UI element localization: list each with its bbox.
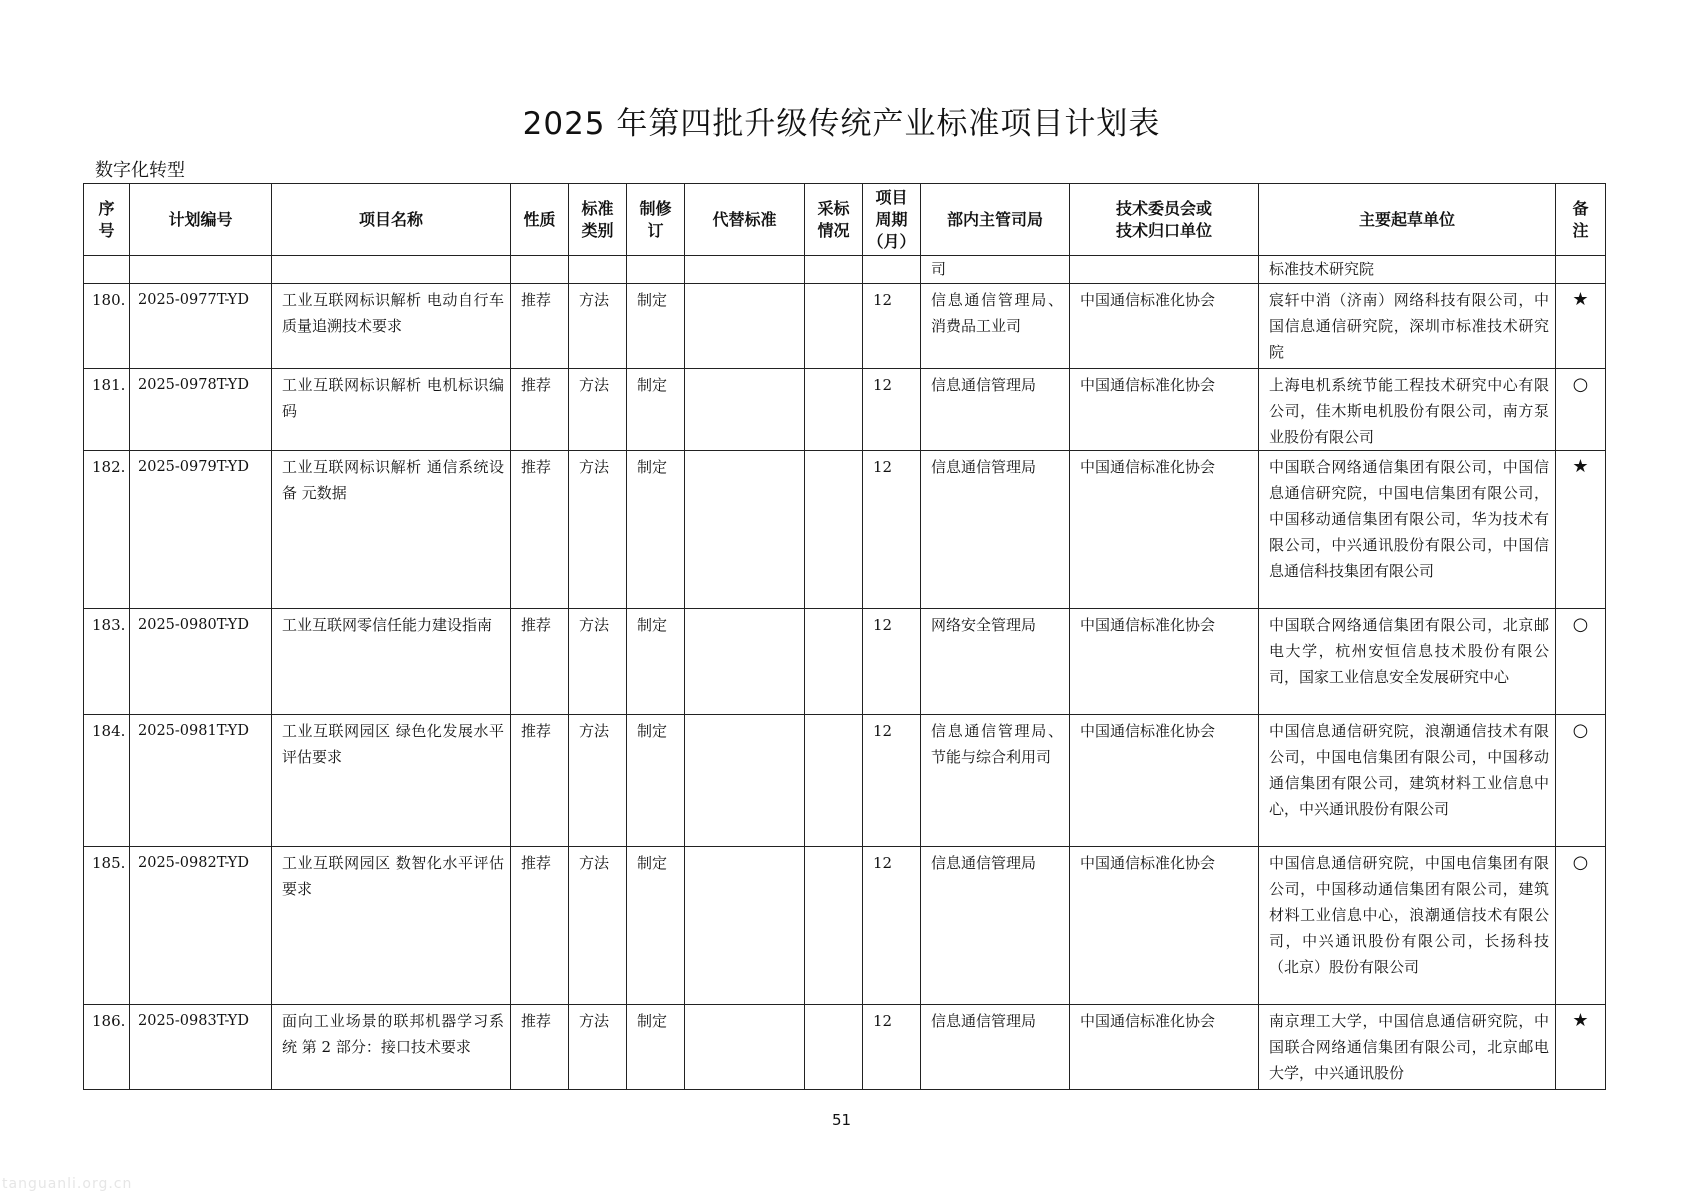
cell-type: 方法 [569, 1005, 627, 1090]
cell-nature: 推荐 [511, 284, 569, 369]
cell-replace [685, 609, 805, 715]
cell-dept: 信息通信管理局 [921, 847, 1070, 1005]
cell-code: 2025-0981T-YD [130, 715, 272, 847]
header-drafter: 主要起草单位 [1259, 184, 1556, 256]
cell-period: 12 [863, 451, 921, 609]
cell-seq: 182. [84, 451, 130, 609]
cell-committee: 中国通信标准化协会 [1070, 715, 1259, 847]
cell-drafter: 中国信息通信研究院，中国电信集团有限公司，中国移动通信集团有限公司，建筑材料工业信息中心，浪潮通信技术有限公司，中兴通讯股份有限公司，长扬科技（北京）股份有限公司 [1259, 847, 1556, 1005]
header-adopt: 采标 情况 [805, 184, 863, 256]
table-row [84, 1005, 1606, 1090]
cell-dept: 信息通信管理局、消费品工业司 [921, 284, 1070, 369]
cell-type: 方法 [569, 847, 627, 1005]
header-nature: 性质 [511, 184, 569, 256]
cell-revise: 制定 [627, 847, 685, 1005]
cell-seq: 181. [84, 369, 130, 451]
cell-note: ○ [1556, 369, 1606, 451]
cell-dept: 网络安全管理局 [921, 609, 1070, 715]
cell-adopt [805, 847, 863, 1005]
cell-name: 工业互联网零信任能力建设指南 [272, 609, 511, 715]
header-name: 项目名称 [272, 184, 511, 256]
cell-replace [685, 369, 805, 451]
cell-dept: 信息通信管理局、节能与综合利用司 [921, 715, 1070, 847]
table-row [84, 284, 1606, 369]
cell-name: 工业互联网园区 数智化水平评估要求 [272, 847, 511, 1005]
cell-drafter: 标准技术研究院 [1259, 256, 1556, 284]
header-dept: 部内主管司局 [921, 184, 1070, 256]
cell-revise: 制定 [627, 369, 685, 451]
header-period: 项目 周期 （月） [863, 184, 921, 256]
cell-committee: 中国通信标准化协会 [1070, 609, 1259, 715]
cell-dept: 信息通信管理局 [921, 369, 1070, 451]
cell-replace [685, 847, 805, 1005]
header-seq: 序 号 [84, 184, 130, 256]
header-note: 备 注 [1556, 184, 1606, 256]
cell-code: 2025-0983T-YD [130, 1005, 272, 1090]
cell-nature: 推荐 [511, 715, 569, 847]
cell-period: 12 [863, 609, 921, 715]
cell-code: 2025-0979T-YD [130, 451, 272, 609]
cell-seq: 180. [84, 284, 130, 369]
header-committee: 技术委员会或 技术归口单位 [1070, 184, 1259, 256]
header-revise: 制修 订 [627, 184, 685, 256]
cell-period: 12 [863, 284, 921, 369]
cell-period: 12 [863, 1005, 921, 1090]
cell-drafter: 中国信息通信研究院，浪潮通信技术有限公司，中国电信集团有限公司，中国移动通信集团有限公司，建筑材料工业信息中心，中兴通讯股份有限公司 [1259, 715, 1556, 847]
cell-revise: 制定 [627, 1005, 685, 1090]
cell-committee: 中国通信标准化协会 [1070, 847, 1259, 1005]
cell-note: ○ [1556, 609, 1606, 715]
cell-revise: 制定 [627, 715, 685, 847]
cell-revise: 制定 [627, 451, 685, 609]
page-title: 2025 年第四批升级传统产业标准项目计划表 [522, 106, 1161, 142]
table-row [84, 847, 1606, 1005]
cell-dept: 信息通信管理局 [921, 451, 1070, 609]
cell-replace [685, 715, 805, 847]
cell-period: 12 [863, 715, 921, 847]
plan-table [83, 183, 1606, 1090]
cell-code: 2025-0977T-YD [130, 284, 272, 369]
continuation-row [84, 256, 1606, 284]
cell-committee: 中国通信标准化协会 [1070, 451, 1259, 609]
cell-type: 方法 [569, 284, 627, 369]
cell-name: 工业互联网标识解析 电动自行车 质量追溯技术要求 [272, 284, 511, 369]
table-row [84, 369, 1606, 451]
cell-type: 方法 [569, 715, 627, 847]
header-std-type: 标准 类别 [569, 184, 627, 256]
cell-code: 2025-0980T-YD [130, 609, 272, 715]
cell-replace [685, 284, 805, 369]
cell-code: 2025-0982T-YD [130, 847, 272, 1005]
cell-note: ★ [1556, 1005, 1606, 1090]
cell-drafter: 上海电机系统节能工程技术研究中心有限公司，佳木斯电机股份有限公司，南方泵业股份有限公司 [1259, 369, 1556, 451]
header-replace: 代替标准 [685, 184, 805, 256]
cell-adopt [805, 715, 863, 847]
cell-note: ★ [1556, 451, 1606, 609]
cell-adopt [805, 284, 863, 369]
section-label: 数字化转型 [95, 160, 185, 181]
cell-adopt [805, 369, 863, 451]
table-row [84, 609, 1606, 715]
cell-seq: 185. [84, 847, 130, 1005]
cell-note: ○ [1556, 847, 1606, 1005]
cell-revise: 制定 [627, 609, 685, 715]
cell-dept: 司 [921, 256, 1070, 284]
table-row [84, 451, 1606, 609]
cell-seq: 186. [84, 1005, 130, 1090]
cell-note: ★ [1556, 284, 1606, 369]
cell-drafter: 南京理工大学，中国信息通信研究院，中国联合网络通信集团有限公司，北京邮电大学，中兴通讯股份 [1259, 1005, 1556, 1090]
cell-period: 12 [863, 369, 921, 451]
header-code: 计划编号 [130, 184, 272, 256]
watermark: tanguanli.org.cn [2, 1176, 133, 1192]
cell-drafter: 中国联合网络通信集团有限公司，中国信息通信研究院，中国电信集团有限公司，中国移动通信集团有限公司，华为技术有限公司，中兴通讯股份有限公司，中国信息通信科技集团有限公司 [1259, 451, 1556, 609]
cell-nature: 推荐 [511, 451, 569, 609]
cell-type: 方法 [569, 609, 627, 715]
cell-nature: 推荐 [511, 847, 569, 1005]
cell-dept: 信息通信管理局 [921, 1005, 1070, 1090]
page-number: 51 [831, 1111, 852, 1129]
cell-adopt [805, 451, 863, 609]
cell-adopt [805, 609, 863, 715]
cell-adopt [805, 1005, 863, 1090]
cell-name: 工业互联网标识解析 电机标识编码 [272, 369, 511, 451]
cell-replace [685, 451, 805, 609]
cell-nature: 推荐 [511, 609, 569, 715]
cell-committee: 中国通信标准化协会 [1070, 284, 1259, 369]
cell-committee: 中国通信标准化协会 [1070, 1005, 1259, 1090]
header-row [84, 184, 1606, 256]
cell-note: ○ [1556, 715, 1606, 847]
cell-type: 方法 [569, 451, 627, 609]
cell-name: 工业互联网园区 绿色化发展水平评估要求 [272, 715, 511, 847]
cell-committee: 中国通信标准化协会 [1070, 369, 1259, 451]
table-row [84, 715, 1606, 847]
cell-drafter: 中国联合网络通信集团有限公司，北京邮电大学，杭州安恒信息技术股份有限公司，国家工业信息安全发展研究中心 [1259, 609, 1556, 715]
cell-nature: 推荐 [511, 369, 569, 451]
cell-drafter: 宸轩中消（济南）网络科技有限公司，中国信息通信研究院，深圳市标准技术研究院 [1259, 284, 1556, 369]
cell-nature: 推荐 [511, 1005, 569, 1090]
cell-period: 12 [863, 847, 921, 1005]
cell-seq: 183. [84, 609, 130, 715]
cell-code: 2025-0978T-YD [130, 369, 272, 451]
cell-name: 面向工业场景的联邦机器学习系统 第 2 部分：接口技术要求 [272, 1005, 511, 1090]
cell-type: 方法 [569, 369, 627, 451]
cell-revise: 制定 [627, 284, 685, 369]
cell-name: 工业互联网标识解析 通信系统设备 元数据 [272, 451, 511, 609]
cell-seq: 184. [84, 715, 130, 847]
cell-replace [685, 1005, 805, 1090]
